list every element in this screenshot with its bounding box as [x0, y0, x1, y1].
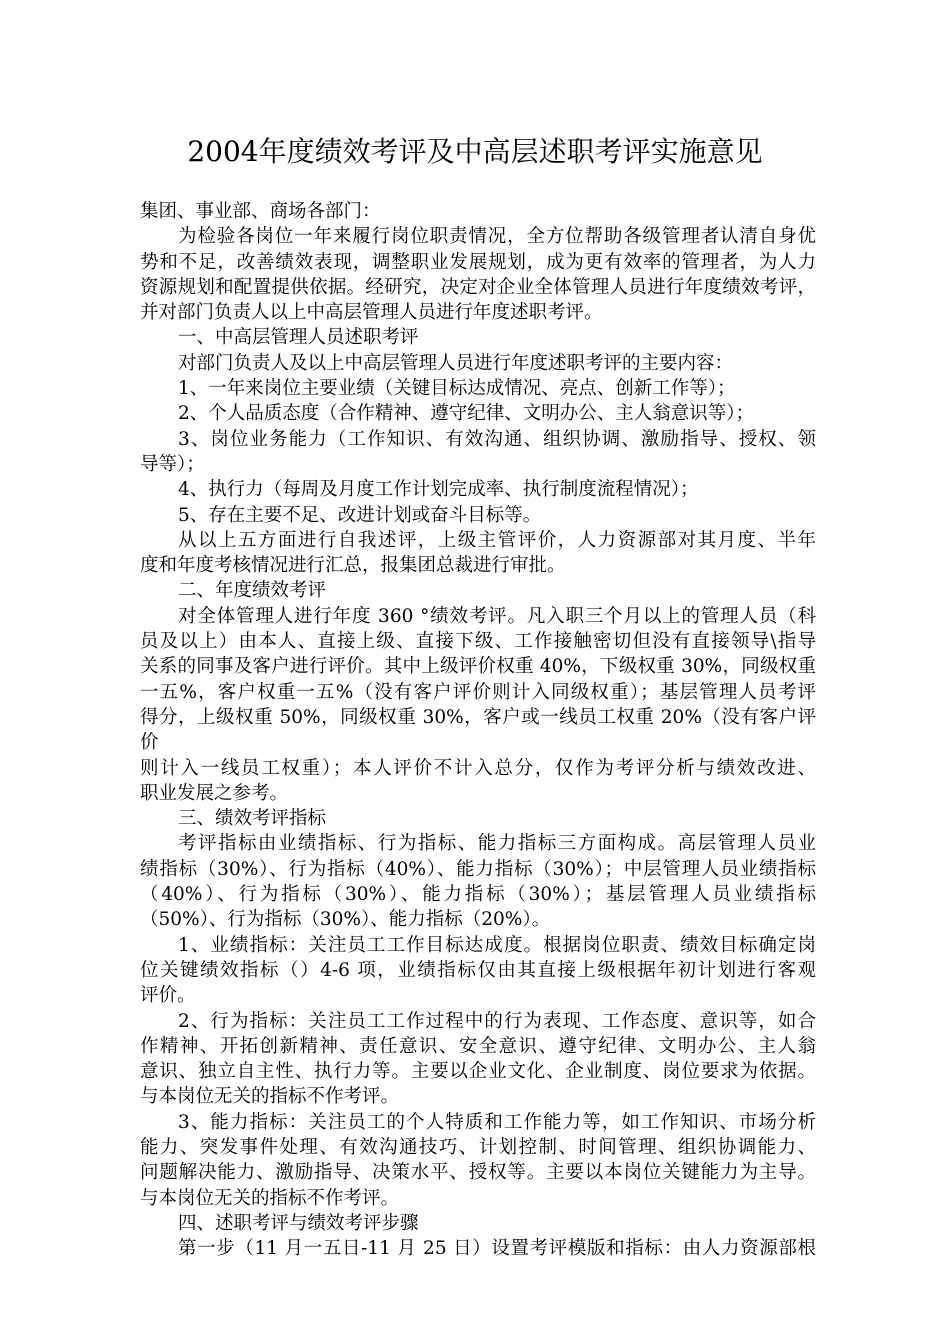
document-body	[140, 199, 816, 1261]
text-line: 并对部门负责人以上中高层管理人员进行年度述职考评。	[140, 302, 603, 324]
text-line: 5、存在主要不足、改进计划或奋斗目标等。	[178, 504, 542, 526]
text-line: 得分，上级权重 50%，同级权重 30%，客户或一线员工权重 20%（没有客户评价	[140, 706, 816, 754]
text-line: 对部门负责人及以上中高层管理人员进行年度述职考评的主要内容：	[178, 352, 734, 374]
text-line: 资源规划和配置提供依据。经研究，决定对企业全体管理人员进行年度绩效考评，	[140, 276, 816, 298]
text-line: 3、岗位业务能力（工作知识、有效沟通、组织协调、激励指导、授权、领	[178, 428, 816, 450]
text-line: 1、业绩指标：关注员工工作目标达成度。根据岗位职责、绩效目标确定岗	[178, 934, 816, 956]
text-line: 1、一年来岗位主要业绩（关键目标达成情况、亮点、创新工作等）；	[178, 378, 736, 400]
text-line: 从以上五方面进行自我述评，上级主管评价，人力资源部对其月度、半年	[178, 529, 816, 551]
text-line: 问题解决能力、激励指导、决策水平、授权等。主要以本岗位关键能力为主导。	[140, 1162, 816, 1184]
document-title: 2004年度绩效考评及中高层述职考评实施意见	[187, 135, 763, 168]
text-line: 势和不足，改善绩效表现，调整职业发展规划，成为更有效率的管理者，为人力	[140, 251, 816, 273]
text-line: 与本岗位无关的指标不作考评。	[140, 1086, 400, 1108]
text-line: 2、行为指标：关注员工工作过程中的行为表现、工作态度、意识等，如合	[178, 1010, 816, 1032]
text-line: 职业发展之参考。	[140, 782, 289, 804]
text-line: 能力、突发事件处理、有效沟通技巧、计划控制、时间管理、组织协调能力、	[140, 1136, 816, 1158]
text-line: 位关键绩效指标（）4-6 项，业绩指标仅由其直接上级根据年初计划进行客观	[140, 959, 816, 981]
text-line: 则计入一线员工权重）；本人评价不计入总分，仅作为考评分析与绩效改进、	[140, 757, 816, 779]
text-line: 意识、独立自主性、执行力等。主要以企业文化、企业制度、岗位要求为依据。	[140, 1061, 816, 1083]
text-line: （50%）、行为指标（30%）、能力指标（20%）。	[140, 909, 551, 931]
text-line: 作精神、开拓创新精神、责任意识、安全意识、遵守纪律、文明办公、主人翁	[140, 1035, 816, 1057]
text-line: 导等）；	[140, 453, 205, 475]
text-line: 为检验各岗位一年来履行岗位职责情况，全方位帮助各级管理者认清自身优	[178, 226, 816, 248]
text-line: 对全体管理人进行年度 360 °绩效考评。凡入职三个月以上的管理人员（科	[178, 605, 816, 627]
text-line: 第一步（11 月一五日-11 月 25 日）设置考评模版和指标：由人力资源部根	[178, 1238, 816, 1260]
text-line: 评价。	[140, 985, 196, 1007]
text-line: 一五%，客户权重一五%（没有客户评价则计入同级权重）；基层管理人员考评	[140, 681, 816, 703]
text-line: 3、能力指标：关注员工的个人特质和工作能力等，如工作知识、市场分析	[178, 1111, 816, 1133]
text-line: 一、中高层管理人员述职考评	[178, 327, 419, 349]
text-line: 集团、事业部、商场各部门：	[140, 201, 381, 222]
text-line: 考评指标由业绩指标、行为指标、能力指标三方面构成。高层管理人员业	[178, 833, 816, 855]
text-line: （40%）、行为指标（30%）、能力指标（30%）；基层管理人员业绩指标	[140, 884, 816, 906]
text-line: 四、述职考评与绩效考评步骤	[178, 1212, 419, 1234]
text-line: 三、绩效考评指标	[178, 808, 327, 830]
text-line: 4、执行力（每周及月度工作计划完成率、执行制度流程情况）；	[178, 479, 699, 501]
text-line: 与本岗位无关的指标不作考评。	[140, 1187, 400, 1209]
text-line: 关系的同事及客户进行评价。其中上级评价权重 40%，下级权重 30%，同级权重	[140, 656, 816, 678]
text-line: 2、个人品质态度（合作精神、遵守纪律、文明办公、主人翁意识等）；	[178, 403, 755, 425]
text-line: 绩指标（30%）、行为指标（40%）、能力指标（30%）；中层管理人员业绩指标	[140, 858, 816, 880]
text-line: 二、年度绩效考评	[178, 580, 327, 602]
text-line: 度和年度考核情况进行汇总，报集团总裁进行审批。	[140, 555, 566, 577]
text-line: 员及以上）由本人、直接上级、直接下级、工作接触密切但没有直接领导\指导	[140, 631, 816, 653]
